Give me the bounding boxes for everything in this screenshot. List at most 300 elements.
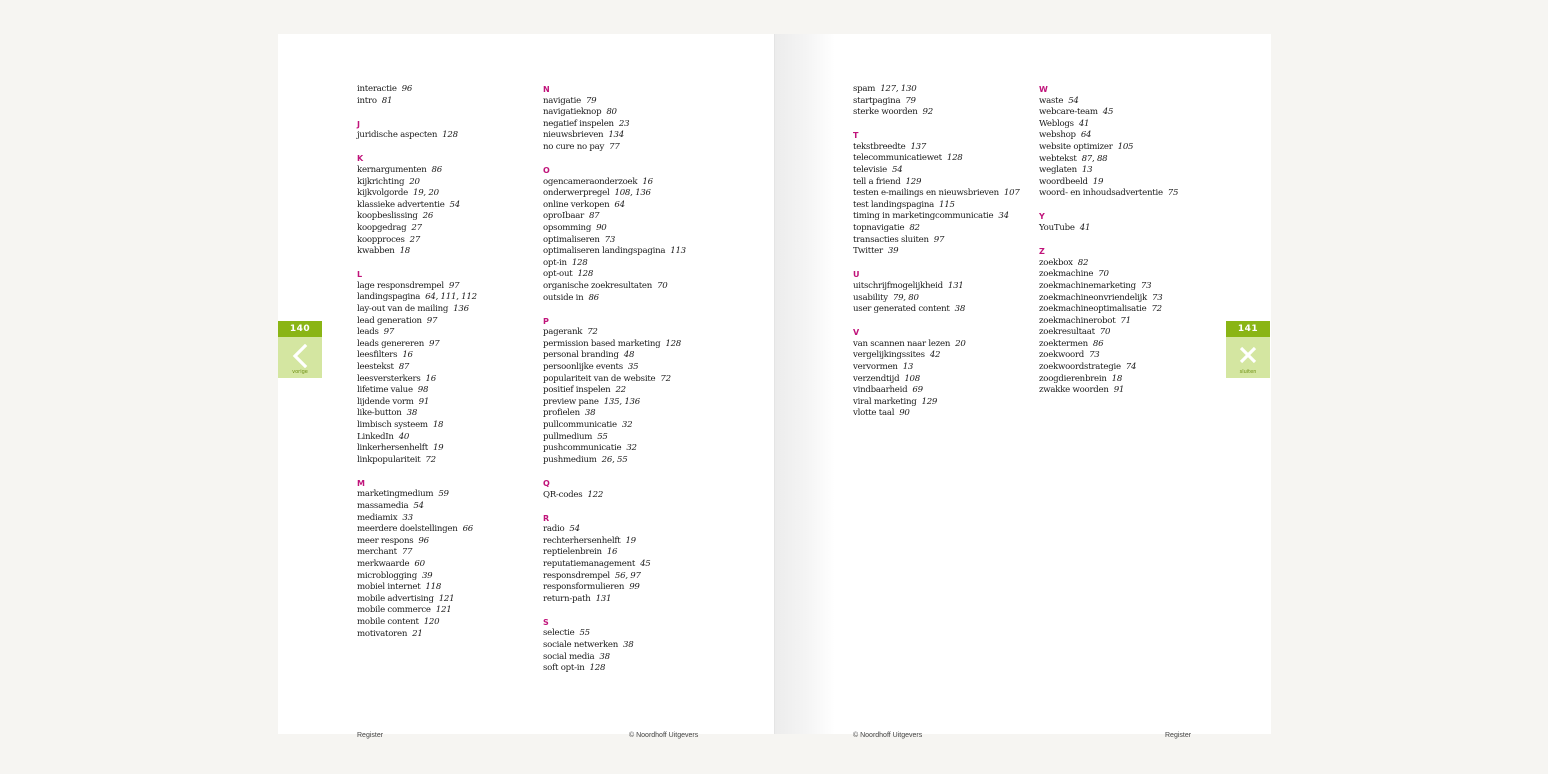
index-page-ref: 45 <box>1102 107 1114 118</box>
index-term: spam <box>853 84 876 94</box>
index-page-ref: 87 <box>588 211 600 222</box>
index-term: interactie <box>357 84 397 94</box>
index-letter-heading: N <box>543 85 550 94</box>
previous-button[interactable] <box>278 337 322 378</box>
index-entry <box>853 374 1020 386</box>
index-term: pullmedium <box>543 431 593 442</box>
index-entry <box>1039 223 1178 235</box>
index-term: leads <box>357 327 379 338</box>
index-entry <box>853 211 1020 223</box>
index-term: woordbeeld <box>1039 176 1088 187</box>
index-letter-heading: U <box>853 270 860 280</box>
index-entry <box>543 432 686 444</box>
index-term: waste <box>1039 95 1064 106</box>
index-entry <box>357 536 477 548</box>
index-page-ref: 122 <box>587 489 604 500</box>
index-term: pagerank <box>543 327 583 338</box>
index-section <box>853 327 1020 420</box>
index-term: intro <box>357 95 377 106</box>
index-page-ref: 73 <box>1089 350 1100 361</box>
index-term: permission based marketing <box>543 338 661 349</box>
index-entry <box>1039 96 1178 108</box>
index-page-ref: 134 <box>608 130 624 141</box>
index-page-ref: 54 <box>891 165 903 176</box>
index-entry <box>1039 154 1178 166</box>
index-entry <box>357 223 477 235</box>
index-term: merkwaarde <box>357 558 410 569</box>
index-term: zoekbox <box>1039 257 1073 268</box>
index-entry <box>357 385 477 397</box>
index-entry <box>543 663 686 675</box>
index-term: mobile commerce <box>357 605 431 616</box>
index-term: meer respons <box>357 535 414 546</box>
footer-left-title: Register <box>357 732 384 739</box>
index-entry <box>1039 339 1178 351</box>
index-page-ref: 70 <box>657 281 668 291</box>
index-page-ref: 74 <box>1125 362 1137 373</box>
index-term: organische zoekresultaten <box>543 281 653 291</box>
index-term: opt-in <box>543 257 567 268</box>
index-entry <box>543 524 686 536</box>
index-page-ref: 59 <box>438 489 449 500</box>
index-page-ref: 16 <box>425 373 436 384</box>
index-page-ref: 128 <box>571 257 588 268</box>
index-page-ref: 79, 80 <box>892 292 919 303</box>
index-section <box>357 269 477 466</box>
index-page-ref: 26, 55 <box>601 454 628 465</box>
index-entry <box>357 524 477 536</box>
index-page-ref: 32 <box>626 443 637 454</box>
index-entry <box>357 327 477 339</box>
index-entry <box>357 582 477 594</box>
index-term: uitschrijfmogelijkheid <box>853 280 943 291</box>
index-term: lead generation <box>357 315 422 326</box>
index-entry <box>543 339 686 351</box>
index-term: negatief inspelen <box>543 118 614 129</box>
close-button[interactable] <box>1226 337 1270 378</box>
index-page-ref: 99 <box>629 582 640 593</box>
index-entry <box>543 582 686 594</box>
index-page-ref: 32 <box>621 420 633 431</box>
index-entry <box>543 235 686 247</box>
index-term: vindbaarheid <box>853 385 908 396</box>
index-entry <box>853 350 1020 362</box>
index-term: kwabben <box>357 246 395 257</box>
index-entry <box>1039 362 1178 374</box>
index-page-ref: 54 <box>449 199 460 210</box>
index-column-left-2 <box>543 84 686 686</box>
index-entry <box>357 455 477 467</box>
index-page-ref: 97 <box>933 234 945 245</box>
index-term: leesfilters <box>357 350 398 361</box>
index-term: LinkedIn <box>357 431 394 442</box>
index-term: vergelijkingssites <box>853 350 925 361</box>
index-term: rechterhersenhelft <box>543 535 621 546</box>
index-term: onderwerpregel <box>543 188 610 199</box>
index-page-ref: 73 <box>604 234 616 245</box>
index-entry <box>357 339 477 351</box>
index-entry <box>357 246 477 258</box>
index-page-ref: 96 <box>418 535 429 546</box>
index-term: preview pane <box>543 396 599 407</box>
index-term: limbisch systeem <box>357 419 428 430</box>
index-page-ref: 41 <box>1078 118 1090 129</box>
index-entry <box>357 177 477 189</box>
index-term: koopbeslissing <box>357 211 418 222</box>
index-entry <box>543 374 686 386</box>
index-term: soft opt-in <box>543 663 585 674</box>
index-term: website optimizer <box>1039 141 1113 152</box>
index-page-ref: 40 <box>398 431 410 442</box>
index-entry <box>1039 304 1178 316</box>
index-entry <box>543 269 686 281</box>
index-term: meerdere doelstellingen <box>357 524 458 535</box>
index-page-ref: 16 <box>606 547 618 558</box>
index-term: linkerhersenhelft <box>357 443 428 454</box>
index-term: QR-codes <box>543 489 583 500</box>
close-icon <box>1238 344 1258 368</box>
index-entry <box>357 188 477 200</box>
index-term: user generated content <box>853 304 950 315</box>
index-entry <box>853 177 1020 189</box>
index-page-ref: 86 <box>588 292 599 303</box>
index-entry <box>543 490 686 502</box>
index-term: Twitter <box>853 246 883 257</box>
index-entry <box>543 443 686 455</box>
index-entry <box>853 153 1020 165</box>
index-letter-heading: J <box>357 119 360 129</box>
index-page-ref: 92 <box>922 107 933 118</box>
index-page-ref: 18 <box>432 419 444 430</box>
index-page-ref: 54 <box>1068 95 1079 106</box>
index-term: marketingmedium <box>357 489 434 500</box>
index-page-ref: 87 <box>398 361 410 372</box>
index-entry <box>357 165 477 177</box>
index-page-ref: 38 <box>623 640 634 651</box>
index-page-ref: 91 <box>1113 385 1125 396</box>
index-page-ref: 72 <box>660 373 671 384</box>
index-section <box>543 84 686 154</box>
index-page-ref: 26 <box>422 211 434 222</box>
index-entry <box>853 223 1020 235</box>
index-page-ref: 64 <box>614 199 625 210</box>
index-entry <box>853 246 1020 258</box>
index-page-ref: 87, 88 <box>1081 153 1108 164</box>
index-entry <box>1039 293 1178 305</box>
index-term: mobile advertising <box>357 593 434 604</box>
index-page-ref: 91 <box>418 396 430 407</box>
index-page-ref: 18 <box>399 246 410 257</box>
index-term: lage responsdrempel <box>357 280 444 291</box>
index-entry <box>543 455 686 467</box>
index-term: tell a friend <box>853 176 901 187</box>
index-term: massamedia <box>357 501 409 511</box>
index-page-ref: 72 <box>1151 304 1162 315</box>
index-page-ref: 13 <box>1081 165 1093 176</box>
index-term: verzendtijd <box>853 373 900 384</box>
index-page-ref: 90 <box>596 223 607 234</box>
index-page-ref: 136 <box>453 304 469 314</box>
index-letter-heading: Y <box>1039 212 1045 222</box>
index-term: responsformulieren <box>543 582 625 593</box>
index-entry <box>853 397 1020 409</box>
index-entry <box>543 652 686 664</box>
index-page-ref: 98 <box>417 385 429 396</box>
index-entry <box>1039 350 1178 362</box>
index-term: leads genereren <box>357 338 424 349</box>
index-entry <box>357 304 477 316</box>
index-page-ref: 77 <box>609 141 620 152</box>
index-entry <box>853 107 1020 119</box>
index-term: mediamix <box>357 512 398 523</box>
index-entry <box>543 223 686 235</box>
index-page-ref: 54 <box>413 501 424 511</box>
index-entry <box>543 107 686 119</box>
index-term: reputatiemanagement <box>543 558 636 569</box>
index-term: mobile content <box>357 616 419 627</box>
index-term: mobiel internet <box>357 582 421 593</box>
index-entry <box>357 594 477 606</box>
index-entry <box>543 536 686 548</box>
index-page-ref: 34 <box>998 211 1009 222</box>
footer-right-title: Register <box>1165 732 1192 739</box>
index-entry <box>357 547 477 559</box>
index-page-ref: 128 <box>665 338 682 349</box>
index-term: vlotte taal <box>853 408 895 419</box>
index-page-ref: 120 <box>423 616 440 627</box>
index-entry <box>853 188 1020 200</box>
index-page-ref: 75 <box>1167 188 1179 199</box>
index-section <box>853 84 1020 119</box>
index-page-ref: 137 <box>910 141 927 152</box>
index-page-ref: 39 <box>421 570 433 581</box>
index-page-ref: 64, 111, 112 <box>425 292 477 303</box>
index-term: van scannen naar lezen <box>853 338 951 349</box>
index-term: pushmedium <box>543 454 597 465</box>
index-term: webshop <box>1039 130 1076 141</box>
index-term: persoonlijke events <box>543 362 623 373</box>
index-term: online verkopen <box>543 199 610 210</box>
index-term: ogencameraonderzoek <box>543 176 638 187</box>
index-term: testen e-mailings en nieuwsbrieven <box>853 188 999 199</box>
index-page-ref: 20 <box>955 338 966 349</box>
index-page-ref: 33 <box>402 512 413 523</box>
index-entry <box>1039 327 1178 339</box>
index-term: no cure no pay <box>543 141 605 152</box>
index-entry <box>357 432 477 444</box>
index-letter-heading: Z <box>1039 247 1045 257</box>
index-entry <box>543 96 686 108</box>
index-entry <box>543 246 686 258</box>
index-page-ref: 38 <box>954 304 966 315</box>
index-term: pushcommunicatie <box>543 443 622 454</box>
index-entry <box>357 96 477 108</box>
index-page-ref: 77 <box>401 547 413 558</box>
index-entry <box>357 617 477 629</box>
index-page-ref: 86 <box>1092 338 1104 349</box>
index-letter-heading: T <box>853 131 859 141</box>
footer-right-copyright: © Noordhoff Uitgevers <box>853 732 923 739</box>
index-page-ref: 131 <box>595 593 612 604</box>
index-term: topnavigatie <box>853 223 905 234</box>
index-entry <box>357 84 477 96</box>
close-button-label: sluiten <box>1239 369 1257 375</box>
index-entry <box>543 385 686 397</box>
index-entry <box>543 293 686 305</box>
index-letter-heading: Q <box>543 478 550 488</box>
index-page-ref: 97 <box>426 315 438 326</box>
index-page-ref: 39 <box>887 246 899 257</box>
index-term: webcare-team <box>1039 107 1098 118</box>
index-term: YouTube <box>1039 223 1075 234</box>
index-letter-heading: L <box>357 270 363 280</box>
index-entry <box>357 362 477 374</box>
index-term: landingspagina <box>357 292 421 303</box>
index-page-ref: 82 <box>909 223 920 234</box>
index-entry <box>357 559 477 571</box>
index-term: test landingspagina <box>853 199 935 210</box>
index-term: transacties sluiten <box>853 234 929 245</box>
index-page-ref: 86 <box>431 164 442 175</box>
index-term: radio <box>543 524 565 535</box>
index-entry <box>357 629 477 641</box>
index-page-ref: 19 <box>1092 176 1104 187</box>
index-entry <box>543 327 686 339</box>
index-entry <box>543 559 686 571</box>
index-section <box>1039 211 1178 234</box>
index-entry <box>543 142 686 154</box>
index-term: vervormen <box>853 361 898 372</box>
index-term: kijkvolgorde <box>357 188 408 199</box>
page-number-right: 141 <box>1226 321 1270 337</box>
index-entry <box>853 84 1020 96</box>
index-letter-heading: P <box>543 316 549 326</box>
index-entry <box>357 408 477 420</box>
index-term: personal branding <box>543 350 619 361</box>
index-page-ref: 38 <box>584 408 596 419</box>
index-term: optimaliseren landingspagina <box>543 246 666 257</box>
index-page-ref: 27 <box>409 234 421 245</box>
index-entry <box>543 640 686 652</box>
page-number-left: 140 <box>278 321 322 337</box>
index-entry <box>853 385 1020 397</box>
index-page-ref: 90 <box>899 408 910 419</box>
index-page-ref: 19 <box>625 535 636 546</box>
index-page-ref: 82 <box>1077 257 1089 268</box>
index-entry <box>1039 177 1178 189</box>
index-term: woord- en inhoudsadvertentie <box>1039 188 1163 199</box>
index-page-ref: 38 <box>406 408 418 419</box>
index-entry <box>543 188 686 200</box>
index-page-ref: 54 <box>569 524 580 535</box>
index-entry <box>1039 385 1178 397</box>
index-page-ref: 48 <box>623 350 635 361</box>
index-term: lijdende vorm <box>357 396 414 407</box>
index-term: leesversterkers <box>357 373 421 384</box>
index-page-ref: 108 <box>904 373 920 384</box>
index-page-ref: 79 <box>905 95 916 106</box>
index-entry <box>853 142 1020 154</box>
index-page-ref: 121 <box>438 593 455 604</box>
index-entry <box>853 281 1020 293</box>
index-term: zoekmachinerobot <box>1039 315 1116 326</box>
index-term: viral marketing <box>853 396 917 407</box>
index-letter-heading: M <box>357 478 365 488</box>
index-entry <box>357 443 477 455</box>
index-entry <box>543 408 686 420</box>
index-entry <box>853 408 1020 420</box>
index-page-ref: 108, 136 <box>614 188 651 199</box>
index-page-ref: 16 <box>402 350 413 361</box>
index-term: Weblogs <box>1039 118 1074 129</box>
index-page-ref: 97 <box>383 327 395 338</box>
index-page-ref: 113 <box>670 246 686 257</box>
index-term: reptielenbrein <box>543 547 602 558</box>
index-page-ref: 121 <box>435 605 452 616</box>
index-entry <box>543 211 686 223</box>
index-page-ref: 55 <box>579 628 590 639</box>
index-section <box>543 478 686 501</box>
index-term: koopproces <box>357 234 405 245</box>
index-letter-heading: K <box>357 154 364 164</box>
index-entry <box>543 177 686 189</box>
index-entry <box>853 235 1020 247</box>
index-term: nieuwsbrieven <box>543 130 604 141</box>
index-entry <box>357 316 477 328</box>
index-entry <box>543 258 686 270</box>
index-term: leestekst <box>357 361 394 372</box>
index-entry <box>853 293 1020 305</box>
index-term: timing in marketingcommunicatie <box>853 211 994 222</box>
index-entry <box>853 362 1020 374</box>
index-entry <box>543 420 686 432</box>
index-section <box>543 165 686 304</box>
index-term: linkpopulariteit <box>357 454 421 465</box>
index-page-ref: 41 <box>1079 223 1091 234</box>
index-term: merchant <box>357 547 397 558</box>
index-entry <box>543 628 686 640</box>
index-term: webtekst <box>1039 153 1077 164</box>
index-entry <box>357 513 477 525</box>
index-page-ref: 35 <box>627 362 639 373</box>
index-section <box>357 119 477 142</box>
index-page-ref: 79 <box>585 95 597 106</box>
index-entry <box>357 235 477 247</box>
index-entry <box>853 339 1020 351</box>
index-entry <box>1039 142 1178 154</box>
index-column-right-1 <box>853 84 1020 431</box>
index-term: zoektermen <box>1039 338 1088 349</box>
index-page-ref: 64 <box>1080 130 1092 141</box>
index-letter-heading: V <box>853 328 860 338</box>
index-entry <box>357 489 477 501</box>
index-entry <box>543 594 686 606</box>
right-page <box>775 34 1271 739</box>
index-term: televisie <box>853 165 887 176</box>
index-page-ref: 69 <box>912 385 923 396</box>
index-section <box>543 316 686 467</box>
index-page-ref: 115 <box>939 199 955 210</box>
index-page-ref: 107 <box>1003 188 1020 199</box>
index-term: populariteit van de website <box>543 373 656 384</box>
chevron-left-icon <box>290 344 310 368</box>
index-section <box>1039 246 1178 397</box>
index-entry <box>853 165 1020 177</box>
index-term: motivatoren <box>357 628 408 639</box>
index-page-ref: 127, 130 <box>880 84 917 94</box>
index-entry <box>543 547 686 559</box>
index-entry <box>543 571 686 583</box>
